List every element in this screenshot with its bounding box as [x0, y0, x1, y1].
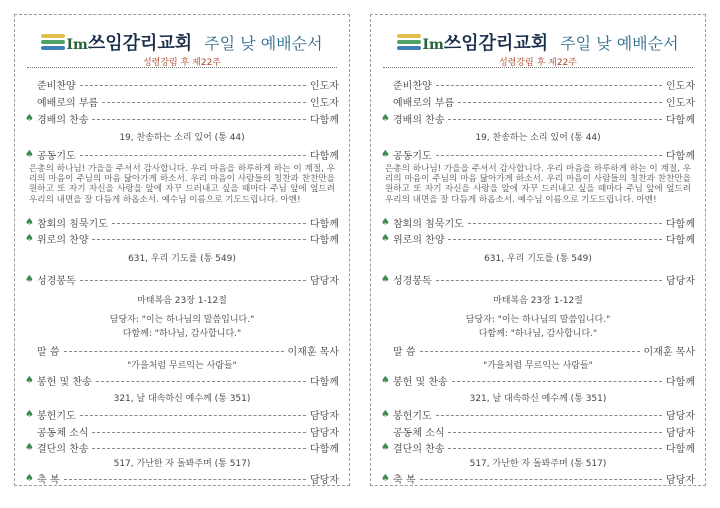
- spade-icon: ♠: [25, 472, 34, 484]
- week-label: 성령강림 후 제22주: [498, 58, 578, 68]
- row-news: 공동체 소식 담당자: [37, 427, 339, 439]
- spade-icon: ♠: [381, 441, 390, 453]
- row-blessing: ♠ 축 복 담당자: [25, 472, 339, 486]
- row-offering-prayer: ♠ 봉헌기도 담당자: [381, 408, 695, 422]
- row-call: 예배로의 부름 인도자: [393, 97, 695, 109]
- header-divider: [383, 67, 693, 68]
- church-header: [371, 29, 705, 57]
- row-repent: ♠ 참회의 침묵기도 다함께: [25, 216, 339, 230]
- scripture-reference: 마태복음 23장 1-12절: [137, 296, 227, 306]
- header-divider: [27, 67, 337, 68]
- spade-icon: ♠: [25, 374, 34, 386]
- spade-icon: ♠: [25, 148, 34, 160]
- row-prayer: ♠ 공동기도 다함께: [25, 148, 339, 162]
- row-offering: ♠ 봉헌 및 찬송 다함께: [25, 374, 339, 388]
- row-sermon: 말 씀 이재훈 목사: [37, 346, 339, 358]
- row-repent: ♠ 참회의 침묵기도 다함께: [381, 216, 695, 230]
- church-logo-icon: [41, 33, 65, 51]
- bulletin-page-left: [14, 14, 350, 486]
- spade-icon: ♠: [25, 216, 34, 228]
- reader-response: 담당자: "이는 하나님의 말씀입니다.": [465, 315, 611, 325]
- spade-icon: ♠: [381, 148, 390, 160]
- spade-icon: ♠: [25, 232, 34, 244]
- spade-icon: ♠: [381, 273, 390, 285]
- spade-icon: ♠: [25, 441, 34, 453]
- spade-icon: ♠: [25, 408, 34, 420]
- comfort-hymn: 631, 우리 기도를 (통 549): [484, 254, 592, 264]
- service-title: 주일 낮 예배순서: [560, 33, 679, 53]
- praise-hymn: 19, 찬송하는 소리 있어 (통 44): [475, 133, 601, 143]
- praise-hymn: 19, 찬송하는 소리 있어 (통 44): [119, 133, 245, 143]
- prayer-text: 은총의 하나님! 가을을 주셔서 감사합니다. 우리 마음을 하루하게 하는 이 계절, 우리의 마음이 주님의 마음 닮아가게 하소서. 우리 마음이 사람들의 칭찬과 찬찬만을 원하고 또 자기 자신을 사랑을 앞에 자꾸 드러내고 싶을 때마다 주님 앞에 엎드려 우리의 내면을 잘 다듬게 하옵소서. 예수님 이름으로 기도드립니다. 아멘!: [385, 164, 691, 205]
- row-praise: ♠ 경배의 찬송 다함께: [381, 112, 695, 126]
- row-comfort: ♠ 위로의 찬양 다함께: [381, 232, 695, 246]
- row-prelude: 준비찬양 인도자: [393, 80, 695, 92]
- row-news: 공동체 소식 담당자: [393, 427, 695, 439]
- row-scripture: ♠ 성경봉독 담당자: [25, 273, 339, 287]
- spade-icon: ♠: [381, 216, 390, 228]
- row-blessing: ♠ 축 복 담당자: [381, 472, 695, 486]
- week-label: 성령강림 후 제22주: [142, 58, 222, 68]
- offering-hymn: 321, 날 대속하신 예수께 (통 351): [469, 394, 607, 404]
- bulletin-page-right: [370, 14, 706, 486]
- church-name: Im쓰임감리교회: [422, 33, 549, 54]
- row-resolve: ♠ 결단의 찬송 다함께: [25, 441, 339, 455]
- row-prelude: 준비찬양 인도자: [37, 80, 339, 92]
- row-resolve: ♠ 결단의 찬송 다함께: [381, 441, 695, 455]
- row-praise: ♠ 경배의 찬송 다함께: [25, 112, 339, 126]
- scripture-reference: 마태복음 23장 1-12절: [493, 296, 583, 306]
- spade-icon: ♠: [381, 408, 390, 420]
- row-prayer: ♠ 공동기도 다함께: [381, 148, 695, 162]
- church-logo-icon: [397, 33, 421, 51]
- church-name: Im쓰임감리교회: [66, 33, 193, 54]
- congregation-response: 다함께: "하나님, 감사합니다.": [122, 329, 242, 339]
- spade-icon: ♠: [381, 374, 390, 386]
- row-comfort: ♠ 위로의 찬양 다함께: [25, 232, 339, 246]
- row-scripture: ♠ 성경봉독 담당자: [381, 273, 695, 287]
- congregation-response: 다함께: "하나님, 감사합니다.": [478, 329, 598, 339]
- spade-icon: ♠: [381, 112, 390, 124]
- comfort-hymn: 631, 우리 기도를 (통 549): [128, 254, 236, 264]
- row-call: 예배로의 부름 인도자: [37, 97, 339, 109]
- spade-icon: ♠: [381, 472, 390, 484]
- spade-icon: ♠: [25, 273, 34, 285]
- row-offering-prayer: ♠ 봉헌기도 담당자: [25, 408, 339, 422]
- resolve-hymn: 517, 가난한 자 돌봐주며 (통 517): [469, 459, 607, 469]
- sermon-title: "가을처럼 무르익는 사람들": [127, 361, 237, 371]
- row-sermon: 말 씀 이재훈 목사: [393, 346, 695, 358]
- sermon-title: "가을처럼 무르익는 사람들": [483, 361, 593, 371]
- spade-icon: ♠: [25, 112, 34, 124]
- resolve-hymn: 517, 가난한 자 돌봐주며 (통 517): [113, 459, 251, 469]
- spade-icon: ♠: [381, 232, 390, 244]
- church-header: [15, 29, 349, 57]
- service-title: 주일 낮 예배순서: [204, 33, 323, 53]
- offering-hymn: 321, 날 대속하신 예수께 (통 351): [113, 394, 251, 404]
- row-offering: ♠ 봉헌 및 찬송 다함께: [381, 374, 695, 388]
- prayer-text: 은총의 하나님! 가을을 주셔서 감사합니다. 우리 마음을 하루하게 하는 이 계절, 우리의 마음이 주님의 마음 닮아가게 하소서. 우리 마음이 사람들의 칭찬과 찬찬만을 원하고 또 자기 자신을 사랑을 앞에 자꾸 드러내고 싶을 때마다 주님 앞에 엎드려 우리의 내면을 잘 다듬게 하옵소서. 예수님 이름으로 기도드립니다. 아멘!: [29, 164, 335, 205]
- reader-response: 담당자: "이는 하나님의 말씀입니다.": [109, 315, 255, 325]
